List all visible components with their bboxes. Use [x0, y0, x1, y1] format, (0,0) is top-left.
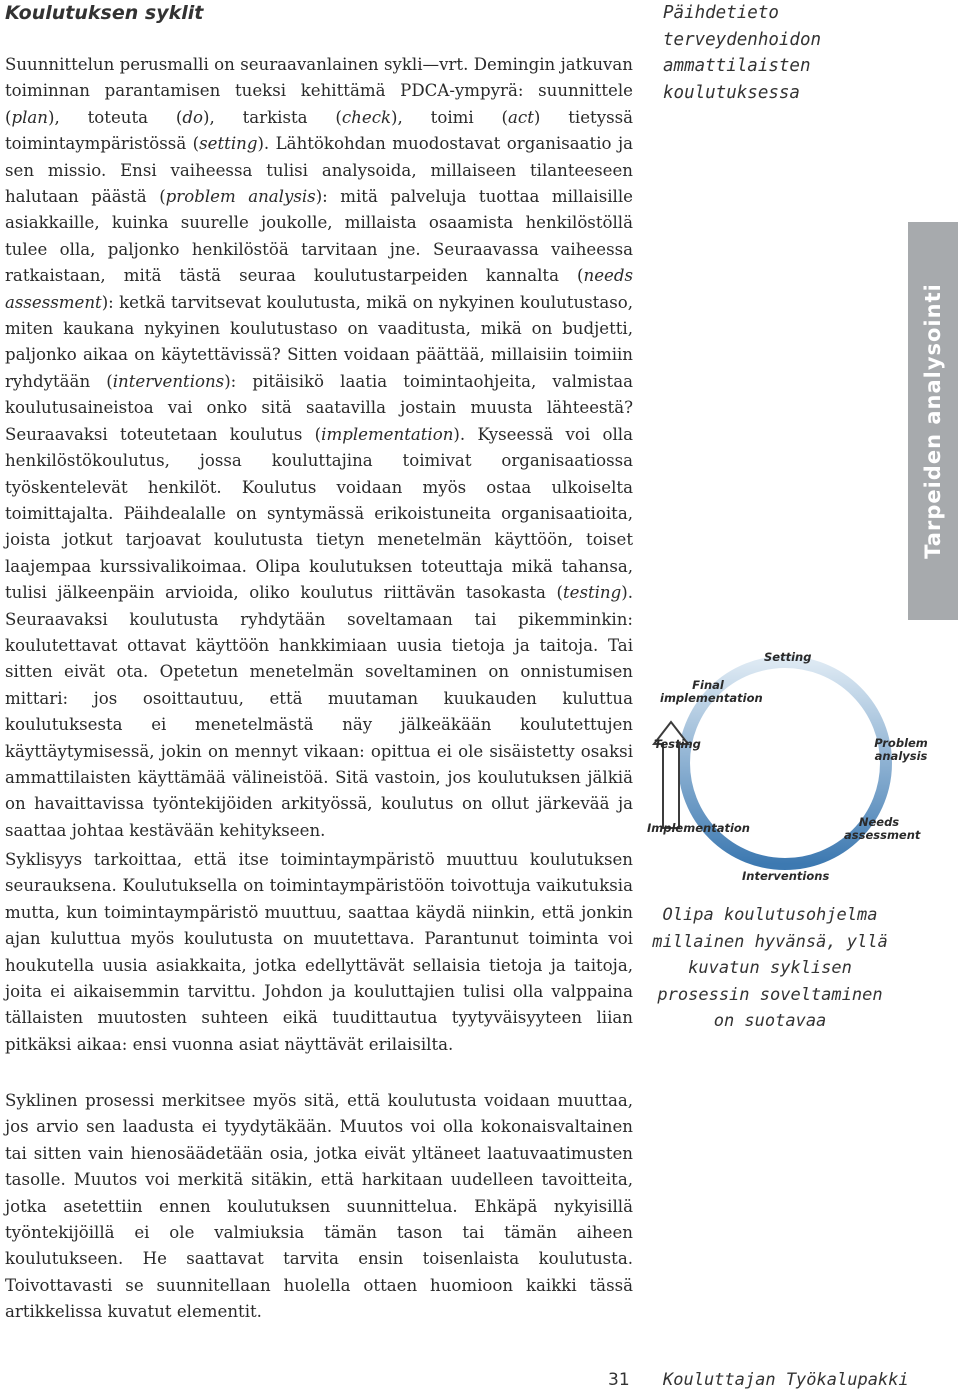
- text-run: ), toteuta (: [48, 107, 183, 127]
- page-number: 31: [608, 1370, 630, 1390]
- cycle-label-interventions: Interventions: [742, 869, 830, 883]
- cycle-label-implementation: Implementation: [647, 821, 750, 835]
- cycle-label-problem-analysis: Problem analysis: [874, 736, 928, 763]
- cycle-ring: [640, 640, 930, 890]
- cycle-label-setting: Setting: [764, 650, 812, 664]
- footer-title: Kouluttajan Työkalupakki: [663, 1370, 909, 1390]
- text-run: Syklisyys tarkoittaa, että itse toimintaympäristö muuttuu koulutuksen seurauksena. Koulutuksella on toimintaympäristöön toivottuja vaikutuksia mutta, kun toimintaympäristö muuttuu, saattaa käydä niinkin, että jonkin ajan kuluttua myös koulutusta on muutettava. Parantunut toiminta voi houkutella uusia asiakkaita, jotka edellyttävät sellaisia tietoja ja taitoja, joita ei aikaisemmin tarvittu. Johdon ja kouluttajien tulisi olla valppaina tällaisten muutosten suhteen eikä tuudittautua tyytyväisyyteen liian pitkäksi aikaa: ensi vuonna asiat näyttävät erilaisilta.: [5, 850, 633, 1054]
- text-run: ). Kyseessä voi olla henkilöstökoulutus, jossa kouluttajina toimivat organisaatiossa työskentelevät henkilöt. Koulutus voidaan myös ostaa ulkoiselta toimittajalta. Päihdealalle on syntymässä erikoistuneita organisaatioita, joista jotkut tarjoavat koulutusta tietyn menetelmän käyttöön, toiset laajempaa kurssivalikoimaa. Olipa koulutuksen toteuttaja mikä tahansa, tulisi jälkeenpäin arvioida, oliko koulutus riittävän tasokasta (: [5, 424, 633, 603]
- text-run: ), tarkista (: [202, 107, 342, 127]
- body-paragraph-3: [5, 1088, 633, 1326]
- cycle-label-testing: Testing: [654, 737, 701, 751]
- text-run: Syklinen prosessi merkitsee myös sitä, että koulutusta voidaan muuttaa, jos arvio sen laadusta ei tyydytäkään. Muutos voi olla kokonaisvaltainen tai sitten vain hienosäädetään osia, jotka eivät yltäneet laatuvaatimusten tasolle. Muutos voi merkitä sitäkin, että harkitaan uudelleen tavoitteita, jotka asetettiin ennen koulutuksen suunnittelua. Ehkäpä nykyisillä työntekijöillä ei ole valmiuksia tämän tason tai tämän aiheen koulutukseen. He saattavat tarvita ensin toisenlaista koulutusta. Toivottavasti se suunnitellaan huolella ottaen huomioon kaikki tässä artikkelissa kuvatut elementit.: [5, 1091, 633, 1322]
- body-paragraph-1: [5, 52, 633, 844]
- italic-term: needs assessment: [5, 266, 633, 312]
- italic-term: act: [508, 107, 534, 127]
- section-heading: Koulutuksen syklit: [5, 2, 204, 24]
- text-run: ). Lähtökohdan muodostavat organisaatio ja sen missio. Ensi vaiheessa tulisi analysoida, millaiseen tilanteeseen halutaan päästä (: [5, 134, 633, 207]
- italic-term: setting: [199, 134, 258, 154]
- cycle-diagram: [640, 640, 930, 890]
- italic-term: plan: [11, 107, 48, 127]
- text-run: ), toimi (: [391, 107, 509, 127]
- cycle-label-final-implementation: Final implementation: [660, 678, 763, 705]
- italic-term: do: [182, 107, 203, 127]
- italic-term: check: [341, 107, 392, 127]
- text-run: Suunnittelun perusmalli on seuraavanlainen sykli—vrt. Demingin jatkuvan toiminnan parantamisen tueksi kehittämä PDCA-ympyrä: suunnittele (: [5, 55, 633, 127]
- text-run: ) tietyssä toimintaympäristössä (: [5, 107, 633, 154]
- figure-caption: Olipa koulutusohjelma millainen hyvänsä, yllä kuvatun syklisen prosessin soveltaminen on suotavaa: [652, 905, 888, 1031]
- text-run: ): mitä palveluja tuottaa millaisille asiakkaille, kuinka suurelle joukolle, millaista osaamista henkilöstöllä tulee olla, paljonko henkilöstöä tarvitaan jne. Seuraavassa vaiheessa ratkaistaan, mitä tästä seuraa koulutustarpeiden kannalta (: [5, 187, 633, 286]
- italic-term: interventions: [112, 371, 225, 391]
- text-run: ): ketkä tarvitsevat koulutusta, mikä on nykyinen koulutustaso, miten kaukana nykyinen koulutustaso on vaaditusta, mikä on budjetti, paljonko aikaa on käytettävissä? Sitten voidaan päättää, millaisiin toimiin ryhdytään (: [5, 292, 633, 391]
- italic-term: implementation: [321, 424, 454, 444]
- section-tab-label: Tarpeiden analysointi: [921, 283, 945, 559]
- italic-term: problem analysis: [165, 187, 316, 207]
- body-paragraph-2: [5, 847, 633, 1058]
- cycle-label-needs-assessment: Needs assessment: [844, 815, 921, 842]
- text-run: ): pitäisikö laatia toimintaohjeita, valmistaa koulutusaineistoa vai onko sitä saatavilla jostain muusta lähteestä? Seuraavaksi toteutetaan koulutus (: [5, 371, 633, 444]
- margin-title: Päihdetieto terveydenhoidon ammattilaisten koulutuksessa: [663, 3, 822, 103]
- section-tab: [908, 222, 958, 620]
- italic-term: testing: [562, 583, 622, 603]
- text-run: ). Seuraavaksi koulutusta ryhdytään soveltamaan tai pikemminkin: koulutettavat ottavat käyttöön hankkimiaan uusia tietoja ja taitoja. Tai sitten eivät ota. Opetetun menetelmän soveltaminen on onnistumisen mittari: jos osoittautuu, että muutaman kuukauden kuluttua koulutuksesta ei menetelmästä näy jälkeäkään koulutettujen käyttäytymisessä, jokin on mennyt vikaan: opittua ei ole sisäistetty osaksi ammattilaisten käyttämää välineistöä. Sitä vastoin, jos koulutuksen jälkiä on havaittavissa työntekijöiden arkityössä, koulutus on ollut järkevää ja saattaa johtaa kestävään kehitykseen.: [5, 583, 633, 840]
